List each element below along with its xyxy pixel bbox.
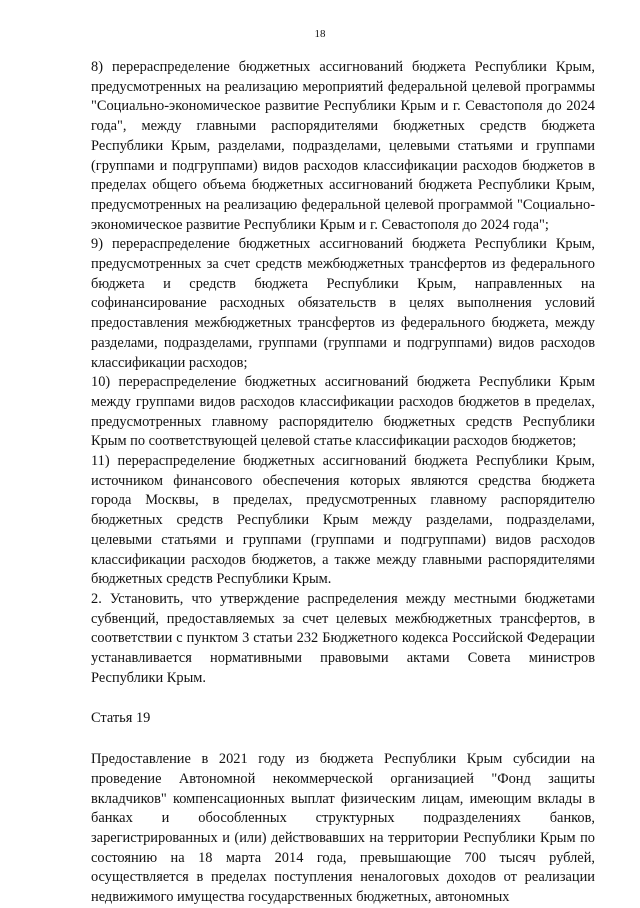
paragraph-clause-2: 2. Установить, что утверждение распределения между местными бюджетами субвенций, предоставляемых за счет целевых межбюджетных трансфертов, в соответствии с пунктом 3 статьи 232 Бюджетного кодекса Российской Федерации устанавливается нормативными правовыми актами Совета министров Республики Крым. <box>91 590 595 686</box>
paragraph-item-11: 11) перераспределение бюджетных ассигнований бюджета Республики Крым, источником финансового обеспечения которых являются средства бюджета города Москвы, в пределах, предусмотренных главному распорядителю бюджетных средств Республики Крым между разделами, подразделами, целевыми статьями и группами (группами и подгруппами) видов расходов классификации расходов бюджетов, а также между главными распорядителями бюджетных средств Республики Крым. <box>91 453 595 588</box>
paragraph-item-10: 10) перераспределение бюджетных ассигнований бюджета Республики Крым между группами видов расходов классификации расходов бюджетов в пределах, предусмотренных главному распорядителю бюджетных средств Республики Крым по соответствующей целевой статье классификации расходов бюджетов; <box>91 374 595 450</box>
document-body <box>91 58 595 908</box>
article-heading: Статья 19 <box>91 709 151 726</box>
paragraph-item-8: 8) перераспределение бюджетных ассигнований бюджета Республики Крым, предусмотренных на реализацию мероприятий федеральной целевой программы "Социально-экономическое развитие Республики Крым и г. Севастополя до 2024 года", между главными распорядителями бюджетных средств бюджета Республики Крым, разделами, подразделами, целевыми статьями и группами (группами и подгруппами) видов расходов классификации расходов бюджетов в пределах общего объема бюджетных ассигнований бюджета Республики Крым, предусмотренных на реализацию федеральной целевой программой "Социально-экономическое развитие Республики Крым и г. Севастополя до 2024 года"; <box>91 59 595 233</box>
paragraph-item-9: 9) перераспределение бюджетных ассигнований бюджета Республики Крым, предусмотренных за счет средств межбюджетных трансфертов из федерального бюджета и средств бюджета Республики Крым, направленных на софинансирование расходных обязательств в целях выполнения условий предоставления межбюджетных трансфертов из федерального бюджета, между разделами, подразделами, группами (группами и подгруппами) видов расходов классификации расходов; <box>91 236 595 371</box>
spacer <box>91 728 595 750</box>
spacer <box>91 689 595 709</box>
page-number: 18 <box>314 28 326 40</box>
article-paragraph: Предоставление в 2021 году из бюджета Республики Крым субсидии на проведение Автономной некоммерческой организацией "Фонд защиты вкладчиков" компенсационных выплат физическим лицам, имеющим вклады в банках и обособленных структурных подразделениях банков, зарегистрированных и (или) действовавших на территории Республики Крым по состоянию на 18 марта 2014 года, превышающие 700 тысяч рублей, осуществляется в пределах поступления неналоговых доходов от реализации недвижимого имущества государственных бюджетных, автономных <box>91 751 595 906</box>
